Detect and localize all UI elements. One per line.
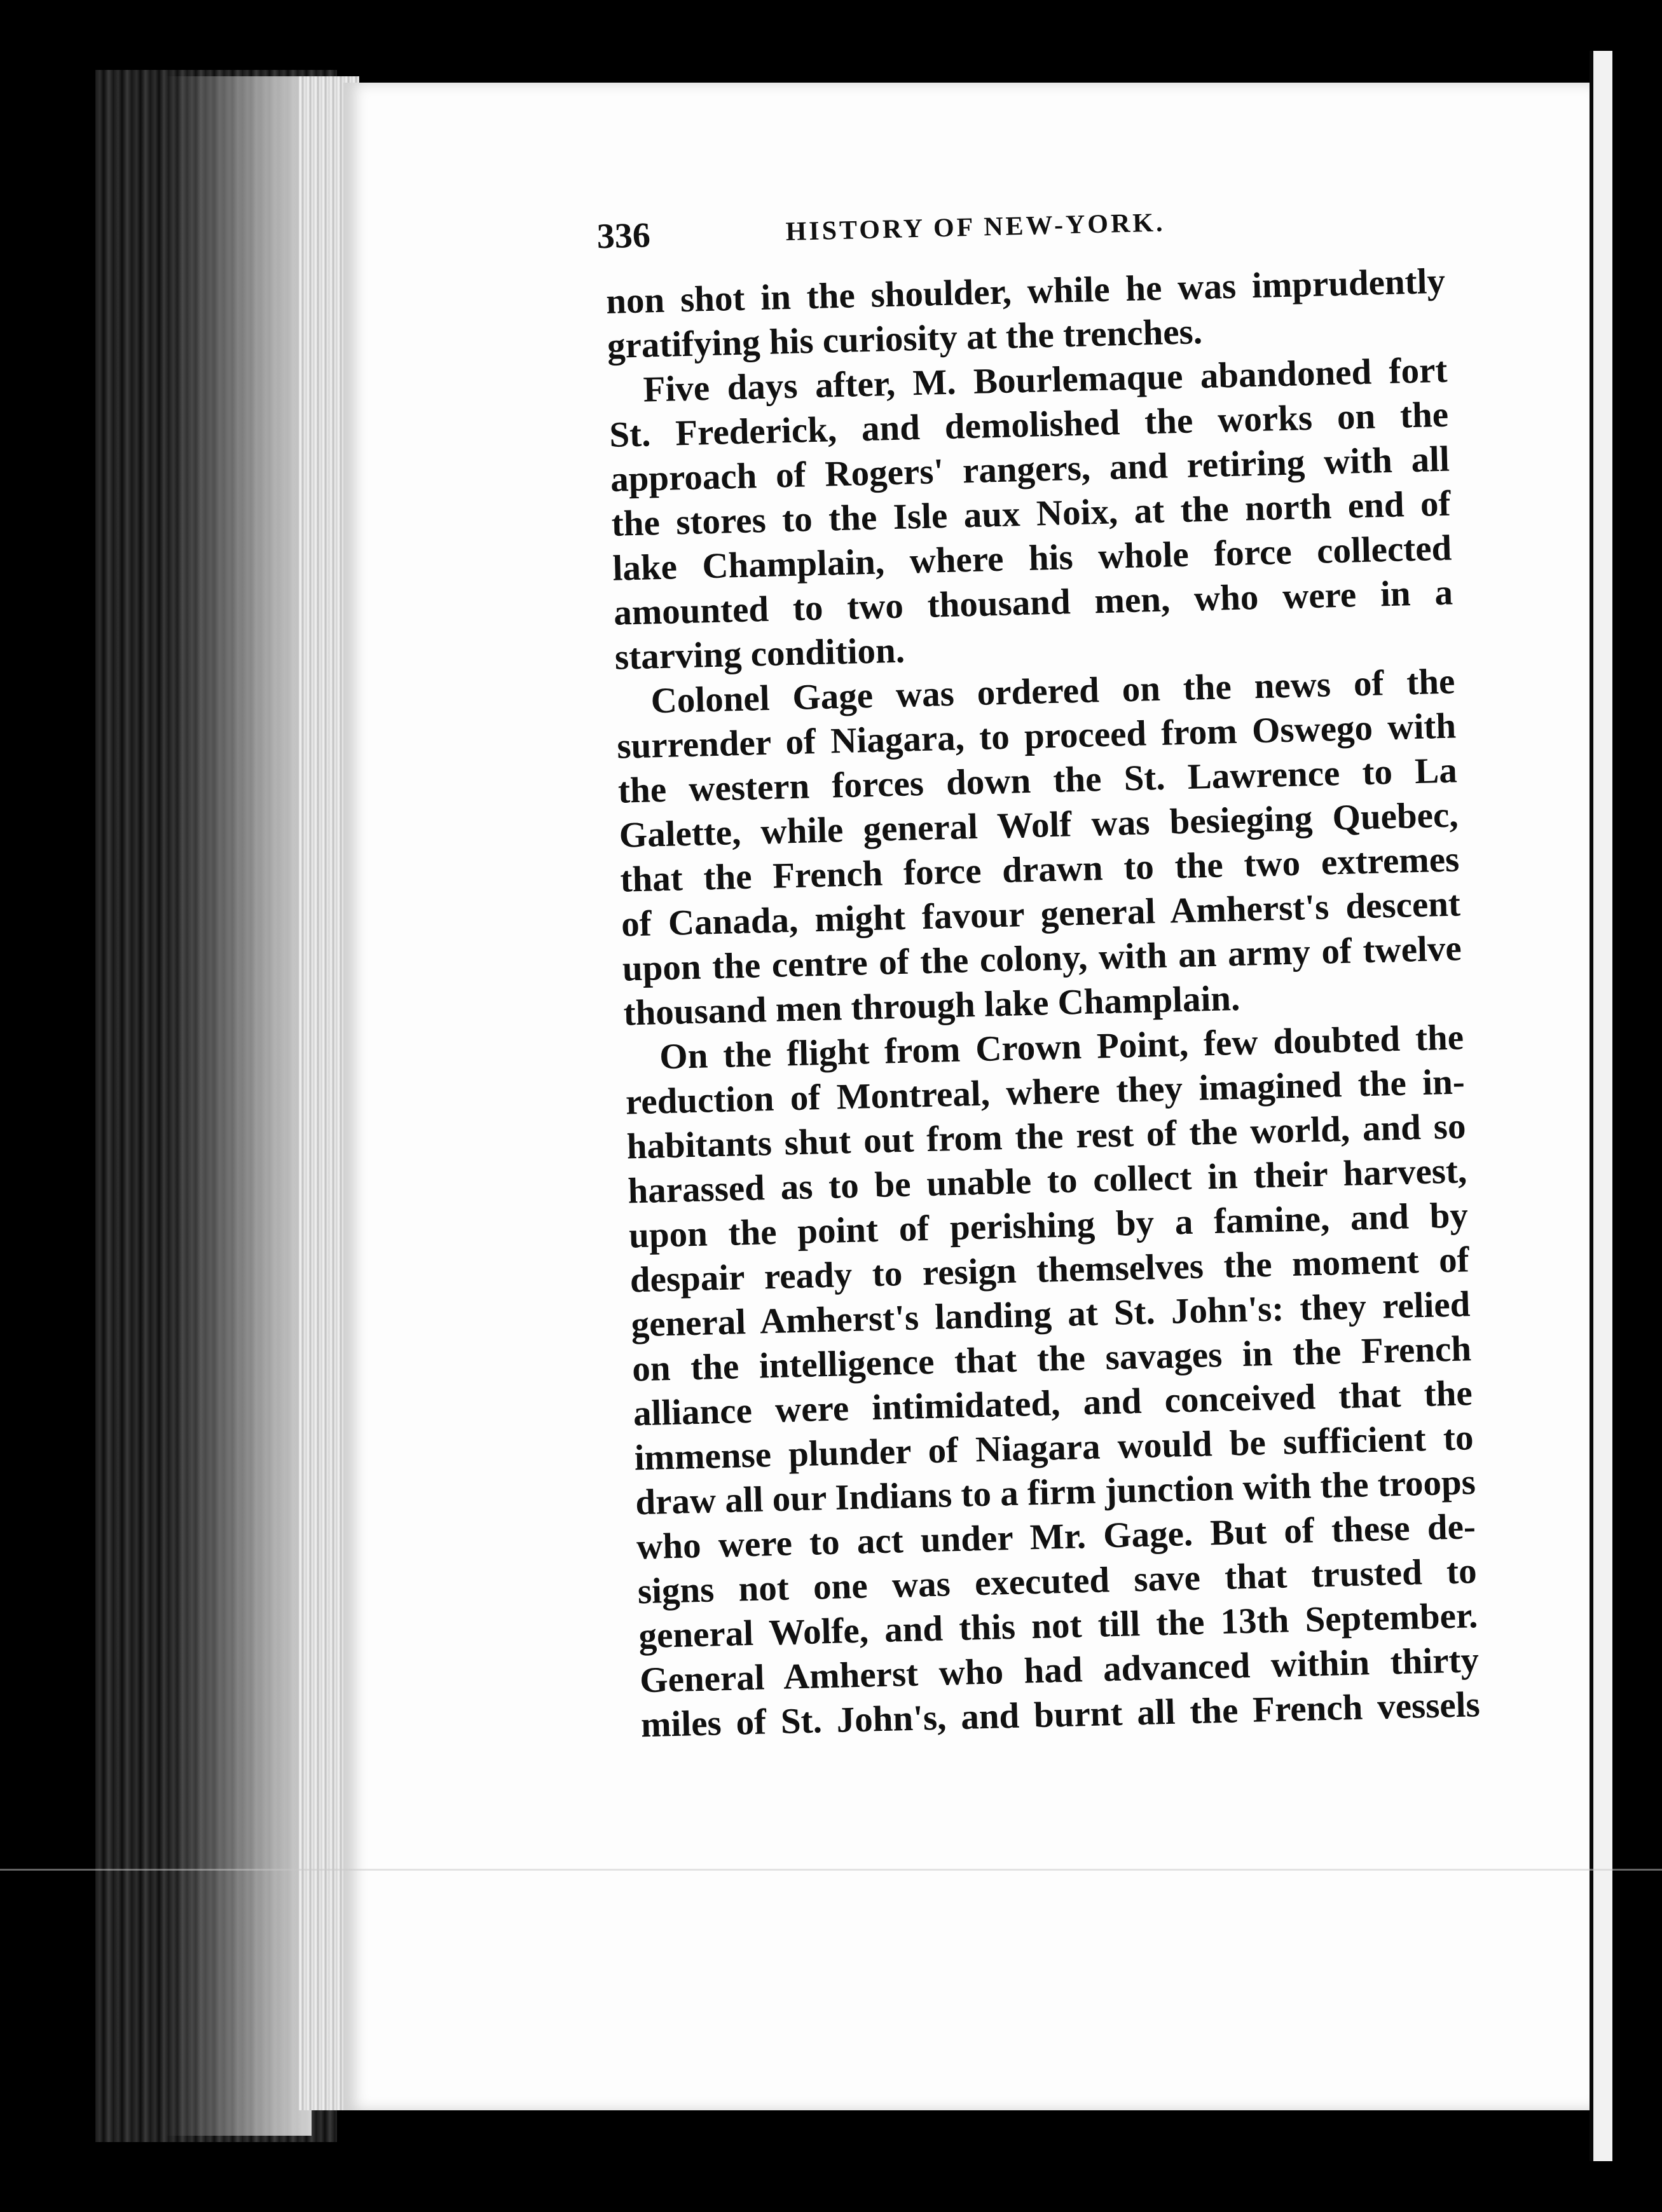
text-line: non shot in the shoulder, while he was imprudently — [605, 261, 1446, 322]
text-line: thousand men through lake Champlain. — [622, 978, 1240, 1034]
page-number: 336 — [596, 215, 651, 257]
text-line: Five days after, M. Bourlemaque abandoned fort — [642, 350, 1448, 410]
text-line: general Amherst's landing at St. John's: they relied — [630, 1284, 1471, 1345]
text-line: general Wolfe, and this not till the 13th September. — [638, 1595, 1478, 1656]
text-line: General Amherst who had advanced within thirty — [639, 1640, 1480, 1701]
text-line: that the French force drawn to the two extremes — [619, 839, 1460, 900]
text-line: the stores to the Isle aux Noix, at the north end of — [611, 483, 1452, 544]
text-line: despair ready to resign themselves the moment of — [629, 1239, 1470, 1301]
text-line: habitants shut out from the rest of the world, and so — [626, 1106, 1467, 1167]
text-line: immense plunder of Niagara would be sufficient to — [633, 1417, 1474, 1478]
text-line: signs not one was executed save that trusted to — [637, 1551, 1478, 1612]
text-line: St. Frederick, and demolished the works on the — [608, 394, 1449, 455]
text-line: gratifying his curiosity at the trenches. — [607, 311, 1203, 366]
text-line: amounted to two thousand men, who were in a — [613, 572, 1453, 633]
text-line: harassed as to be unable to collect in their harvest, — [627, 1150, 1467, 1212]
facing-page-edge — [1590, 51, 1612, 2161]
text-line: of Canada, might favour general Amherst's descent — [621, 884, 1461, 945]
text-line: Galette, while general Wolf was besieging Quebec, — [619, 795, 1459, 856]
text-line: On the flight from Crown Point, few doubted the — [659, 1017, 1464, 1077]
running-head: HISTORY OF NEW-YORK. — [785, 208, 1166, 247]
text-line: starving condition. — [614, 630, 905, 678]
paragraph-4 — [624, 1015, 1481, 1747]
text-line: upon the centre of the colony, with an army of twelve — [622, 928, 1462, 989]
text-line: alliance were intimidated, and conceived that the — [633, 1373, 1473, 1434]
text-line: miles of St. John's, and burnt all the French vessels — [640, 1684, 1481, 1745]
text-line: the western forces down the St. Lawrence to La — [617, 750, 1458, 811]
text-line: lake Champlain, where his whole force collected — [612, 528, 1452, 589]
text-line: draw all our Indians to a firm junction with the troops — [635, 1462, 1476, 1523]
paragraph-3 — [615, 660, 1463, 1036]
text-line: upon the point of perishing by a famine, and by — [628, 1195, 1469, 1256]
text-line: Colonel Gage was ordered on the news of the — [650, 661, 1456, 721]
text-line: reduction of Montreal, where they imagined the in- — [625, 1062, 1466, 1123]
book-spine-haze — [165, 76, 312, 2136]
text-line: on the intelligence that the savages in the French — [631, 1328, 1472, 1389]
page-text — [596, 196, 1481, 1748]
scan-artifact-line — [0, 1869, 1662, 1871]
text-line: who were to act under Mr. Gage. But of these de- — [636, 1506, 1476, 1567]
paragraph-2 — [608, 348, 1455, 680]
text-line: approach of Rogers' rangers, and retiring with all — [610, 439, 1450, 500]
text-line: surrender of Niagara, to proceed from Oswego with — [616, 706, 1457, 767]
